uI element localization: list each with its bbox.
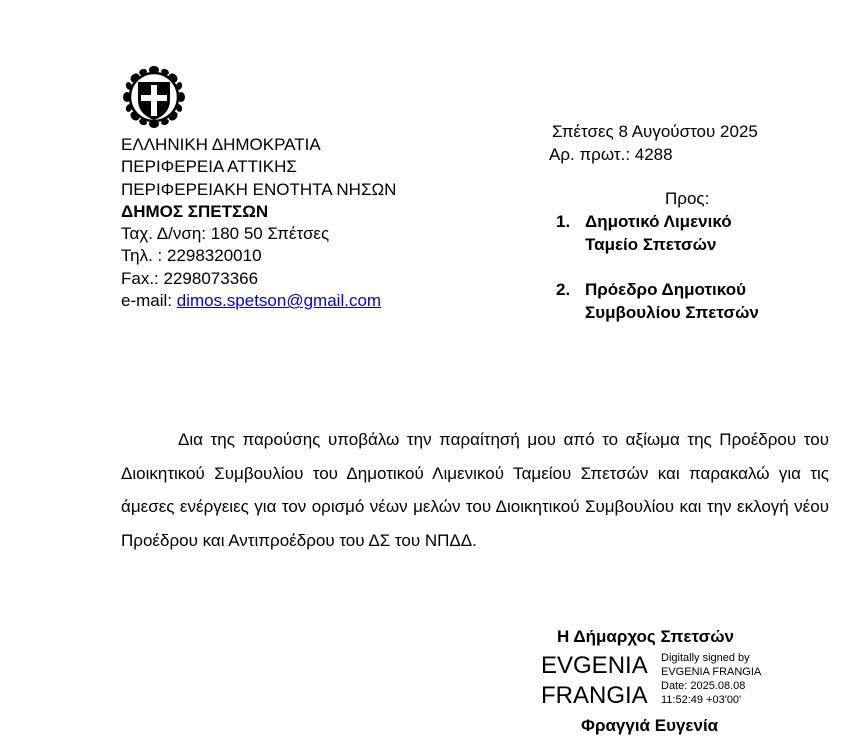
signature-detail-line: EVGENIA FRANGIA bbox=[661, 666, 762, 678]
header-address: Ταχ. Δ/νση: 180 50 Σπέτσες bbox=[121, 224, 330, 244]
signature-title: Η Δήμαρχος Σπετσών bbox=[557, 627, 735, 646]
sender-block bbox=[121, 134, 396, 312]
recipient-number: 2. bbox=[556, 280, 571, 299]
header-line-republic: ΕΛΛΗΝΙΚΗ ΔΗΜΟΚΡΑΤΙΑ bbox=[121, 135, 321, 154]
recipient-line1: Πρόεδρο Δημοτικού bbox=[585, 280, 746, 299]
email-link[interactable]: dimos.spetson@gmail.com bbox=[176, 291, 382, 311]
signature-name-line1: EVGENIA bbox=[541, 652, 648, 679]
signature-detail-line: Digitally signed by bbox=[661, 652, 750, 664]
signature-name-line2: FRANGIA bbox=[541, 682, 648, 709]
header-line-regional-unit: ΠΕΡΙΦΕΡΕΙΑΚΗ ΕΝΟΤΗΤΑ ΝΗΣΩΝ bbox=[121, 179, 397, 199]
recipient-text bbox=[585, 211, 732, 256]
to-label: Προς: bbox=[665, 189, 710, 208]
document-date: Σπέτσες 8 Αυγούστου 2025 bbox=[552, 122, 758, 141]
header-email-line bbox=[121, 290, 396, 312]
protocol-number: Αρ. πρωτ.: 4288 bbox=[549, 145, 673, 164]
body-paragraph: Δια της παρούσης υποβάλω την παραίτησή μου από το αξίωμα της Προέδρου του Διοικητικού Συμβουλίου του Δημοτικού Λιμενικού Ταμείου Σπετσών και παρακαλώ για τις άμεσες ενέργειες για τον ορισμό νέων μελών του Διοικητικού Συμβουλίου και την εκλογή νέου Προέδρου και Αντιπροέδρου του ΔΣ του ΝΠΔΔ. bbox=[121, 430, 829, 550]
signer-name: Φραγγιά Ευγενία bbox=[581, 716, 719, 735]
recipients-list bbox=[556, 211, 759, 324]
digital-signature-details bbox=[661, 651, 761, 707]
recipient-line2: Συμβουλίου Σπετσών bbox=[585, 302, 759, 322]
recipient-line2: Ταμείο Σπετσών bbox=[585, 234, 717, 254]
digital-signature-name bbox=[541, 651, 648, 711]
email-label: e-mail: bbox=[121, 291, 177, 311]
signature-detail-line: Date: 2025.08.08 bbox=[661, 680, 746, 692]
recipient-item bbox=[556, 211, 759, 256]
recipient-number: 1. bbox=[556, 212, 571, 231]
signature-detail-line: 11:52:49 +03'00' bbox=[661, 694, 742, 706]
header-line-region: ΠΕΡΙΦΕΡΕΙΑ ΑΤΤΙΚΗΣ bbox=[121, 157, 297, 177]
recipient-text bbox=[585, 279, 759, 324]
greek-coat-of-arms-icon bbox=[119, 62, 189, 132]
recipient-line1: Δημοτικό Λιμενικό bbox=[585, 212, 732, 231]
header-fax: Fax.: 2298073366 bbox=[121, 268, 259, 288]
header-municipality: ΔΗΜΟΣ ΣΠΕΤΣΩΝ bbox=[121, 201, 269, 221]
header-phone: Τηλ. : 2298320010 bbox=[121, 246, 262, 266]
recipient-item bbox=[556, 279, 759, 324]
